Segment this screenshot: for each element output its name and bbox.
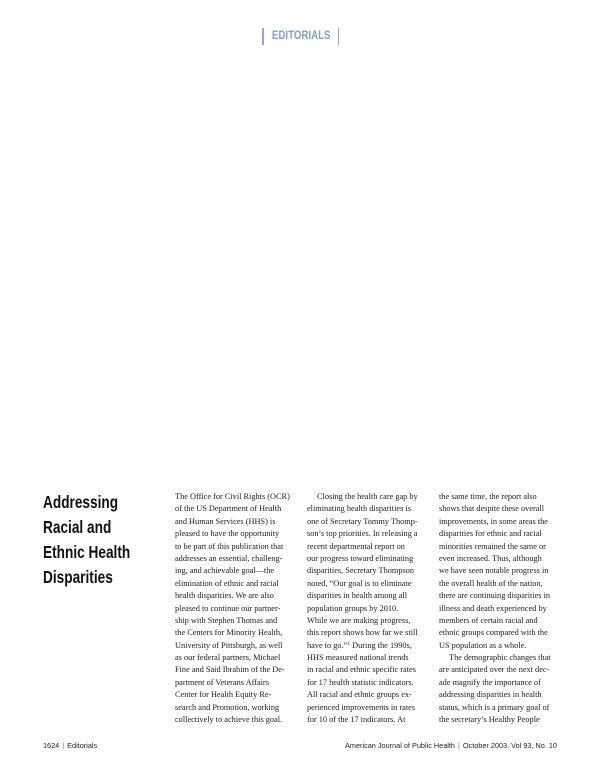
section-header [262,27,339,45]
page-number: 1624 [43,741,60,750]
header-right-rule [338,28,340,45]
text-line: search and Promotion, working [175,702,280,712]
text-line: the Centers for Minority Health, [175,628,283,638]
text-line: disparities in health among all [307,591,408,601]
text-line: minorities remained the same or [439,541,546,551]
text-line: partment of Veterans Affairs [175,677,269,687]
footer-right [345,740,557,752]
text-line: shows that despite these overall [439,504,545,514]
text-line: US population as a whole. [439,640,527,650]
body-column-3 [439,491,557,726]
issue-info: October 2003, Vol 93, No. 10 [462,741,557,750]
text-line: HHS measured national trends [307,653,409,663]
text-line: University of Pittsburgh, as well [175,640,283,650]
text-line: population groups by 2010. [307,603,399,613]
text-line: pleased to have the opportunity [175,529,280,539]
text-line: son’s top priorities. In releasing a [307,529,418,539]
text-line: noted, “Our goal is to eliminate [307,578,412,588]
text-line: elimination of ethnic and racial [175,578,279,588]
text-line: ethnic groups compared with the [439,628,548,638]
footer-separator: | [457,741,460,750]
text-line: improvements, in some areas the [439,516,548,526]
article-title [43,490,135,590]
text-line: as our federal partners, Michael [175,653,281,663]
text-line: pleased to continue our partner- [175,603,281,613]
text-line: addressing disparities in health [439,690,542,700]
footer-left [43,740,97,752]
text-line: The Office for Civil Rights (OCR) [175,492,290,501]
text-line: health disparities. We are also [175,591,274,601]
text-line: The demographic changes that [449,653,551,663]
text-line: ship with Stephen Thomas and [175,615,278,625]
text-line: disparities, Secretary Thompson [307,566,414,576]
title-line: Disparities [43,567,113,587]
text-line: we have seen notable progress in [439,566,549,576]
title-line: Ethnic Health [43,542,131,562]
text-line: to be part of this publication that [175,541,284,551]
text-segment: During the 1990s, [350,640,412,650]
header-left-rule [262,28,264,45]
title-line: Racial and [43,517,112,537]
text-line: All racial and ethnic groups ex- [307,690,412,700]
text-line: ing, and achievable goal—the [175,566,275,576]
text-line: the same time, the report also [439,492,537,501]
text-line: the secretary’s Healthy People [439,715,540,725]
text-line: status, which is a primary goal of [439,702,550,712]
text-line: are anticipated over the next dec- [439,665,550,675]
text-line: for 10 of the 17 indicators. At [307,715,406,725]
text-line: members of certain racial and [439,615,538,625]
text-line: even increased. Thus, although [439,553,542,563]
text-line: Closing the health care gap by [317,492,418,501]
text-line: in racial and ethnic specific rates [307,665,416,675]
text-line: illness and death experienced by [439,603,547,613]
text-line: recent departmental report on [307,541,405,551]
text-line: one of Secretary Tommy Thomp- [307,516,418,526]
text-line: While we are making progress, [307,615,411,625]
text-segment: have to go.” [307,640,348,650]
journal-name: American Journal of Public Health [345,741,455,750]
text-line: Fine and Said Ibrahim of the De- [175,665,285,675]
text-line-with-citation [307,640,425,652]
body-column-2 [307,491,425,726]
footer-separator: | [62,741,65,750]
text-line: addresses an essential, challeng- [175,553,283,563]
text-line: the overall health of the nation, [439,578,543,588]
footer-section: Editorials [67,741,98,750]
text-line: and Human Services (HHS) is [175,516,276,526]
text-line: ade magnify the importance of [439,677,541,687]
text-line: this report shows how far we still [307,628,418,638]
text-line: perienced improvements in rates [307,702,416,712]
citation-ref: 1 [347,640,351,647]
text-line: for 17 health statistic indicators. [307,677,414,687]
text-line: of the US Department of Health [175,504,282,514]
text-line: our progress toward eliminating [307,553,414,563]
body-column-1 [175,491,293,726]
title-line: Addressing [43,492,119,512]
text-line: disparities for ethnic and racial [439,529,542,539]
text-line: Center for Health Equity Re- [175,690,272,700]
text-line: eliminating health disparities is [307,504,411,514]
text-line: there are continuing disparities in [439,591,551,601]
section-label: EDITORIALS [271,30,331,42]
text-line: collectively to achieve this goal. [175,715,283,725]
